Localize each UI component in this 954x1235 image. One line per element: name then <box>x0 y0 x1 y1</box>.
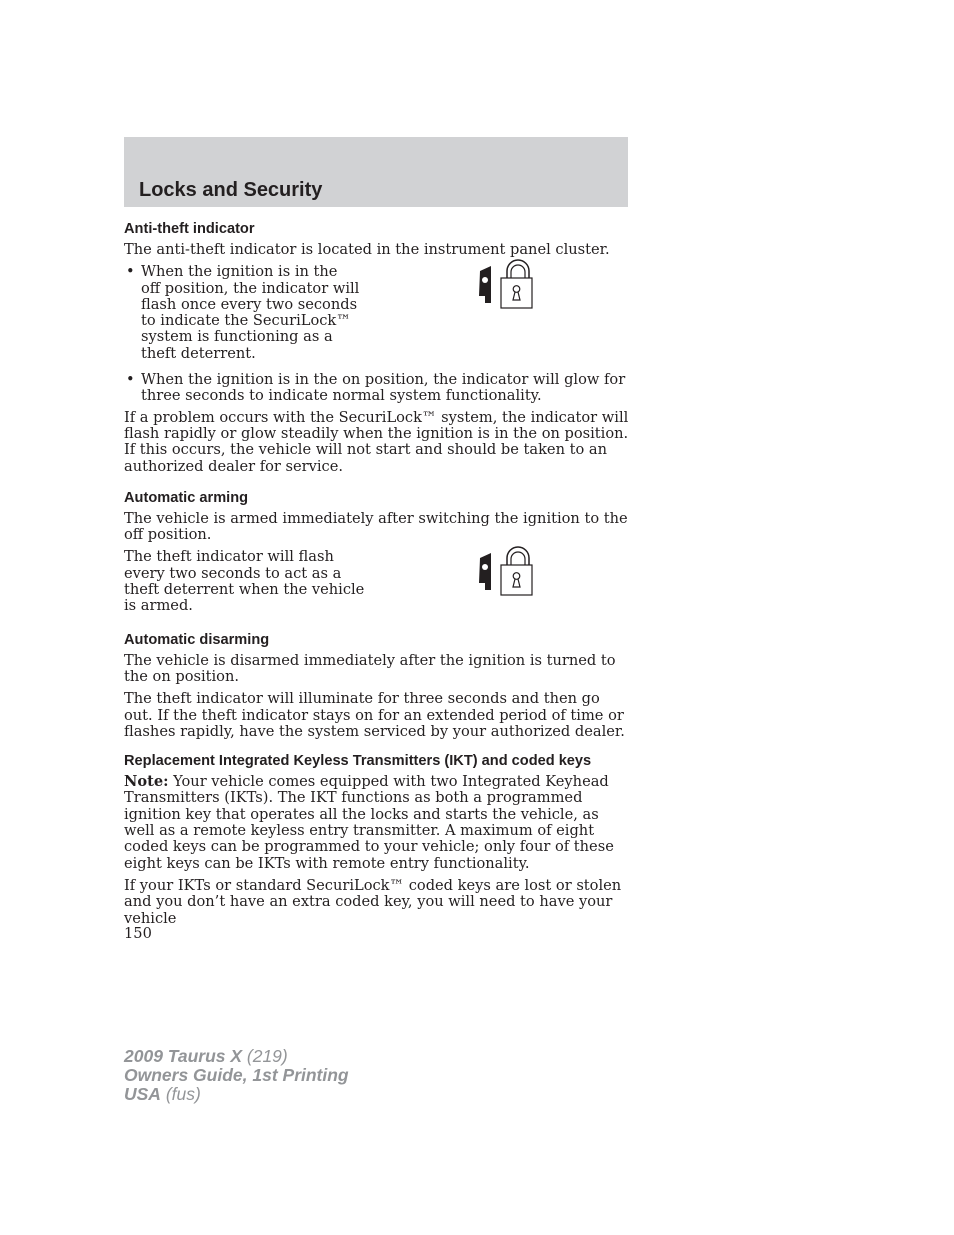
footer <box>124 1047 349 1104</box>
footer-edition: Owners Guide, 1st Printing <box>124 1065 349 1085</box>
arming-p2: The theft indicator will flash every two seconds to act as a theft deterrent when the vehicle is armed. <box>124 548 365 615</box>
arming-row <box>124 549 630 620</box>
anti-theft-intro: The anti-theft indicator is located in the instrument panel cluster. <box>124 241 610 258</box>
arming-p1: The vehicle is armed immediately after switching the ignition to the off position. <box>124 509 628 544</box>
replacement-p2: If your IKTs or standard SecuriLock™ coded keys are lost or stolen and you don’t have an extra coded key, you will need to have your vehicle <box>124 876 622 927</box>
anti-theft-bullet-list-2 <box>124 372 630 405</box>
footer-line-2 <box>124 1066 349 1085</box>
header-band <box>124 137 628 207</box>
footer-market: USA <box>124 1084 161 1104</box>
heading-disarming: Automatic disarming <box>124 631 270 648</box>
section-replacement <box>124 752 630 927</box>
note-label: Note: <box>124 773 169 791</box>
note-text: Your vehicle comes equipped with two Integrated Keyhead Transmitters (IKTs). The IKT functions as both a programmed ignition key that operates all the locks and starts the vehicle, as well as a remote keyless entry transmitter. A maximum of eight coded keys can be programmed to your vehicle; only four of these eight keys can be IKTs with remote entry functionality. <box>124 773 614 872</box>
footer-market-code: (fus) <box>160 1084 201 1104</box>
section-disarming <box>124 631 630 740</box>
anti-theft-lock-icon <box>475 258 535 316</box>
bullet-ignition-on: • When the ignition is in the on position, the indicator will glow for three seconds to indicate normal system functionality. <box>124 372 630 405</box>
disarming-p1: The vehicle is disarmed immediately after the ignition is turned to the on position. <box>124 651 616 685</box>
anti-theft-problem: If a problem occurs with the SecuriLock™ system, the indicator will flash rapidly or glow steadily when the ignition is in the on position. If this occurs, the vehicle will not start and should be taken to an authorized dealer for service. <box>124 408 629 475</box>
footer-line-1 <box>124 1047 349 1066</box>
footer-model: 2009 Taurus X <box>124 1046 243 1066</box>
anti-theft-lock-icon <box>475 545 535 603</box>
replacement-note <box>124 774 630 872</box>
anti-theft-bullet-list-1 <box>124 264 360 367</box>
page-content <box>124 220 630 933</box>
footer-line-3 <box>124 1085 349 1104</box>
page-number: 150 <box>124 925 152 942</box>
bullet-ignition-off: • When the ignition is in the off position, the indicator will flash once every two seconds to indicate the SecuriLock™ system is functioning as a theft deterrent. <box>124 264 360 362</box>
heading-anti-theft: Anti-theft indicator <box>124 221 255 237</box>
section-title: Locks and Security <box>139 179 323 201</box>
section-arming <box>124 489 630 621</box>
footer-model-code: (219) <box>242 1046 288 1066</box>
disarming-p2: The theft indicator will illuminate for three seconds and then go out. If the theft indicator stays on for an extended period of time or flashes rapidly, have the system serviced by your authorized dealer. <box>124 690 625 740</box>
heading-replacement: Replacement Integrated Keyless Transmitters (IKT) and coded keys <box>124 753 592 770</box>
anti-theft-bullet-row <box>124 264 630 372</box>
heading-arming: Automatic arming <box>124 489 249 506</box>
